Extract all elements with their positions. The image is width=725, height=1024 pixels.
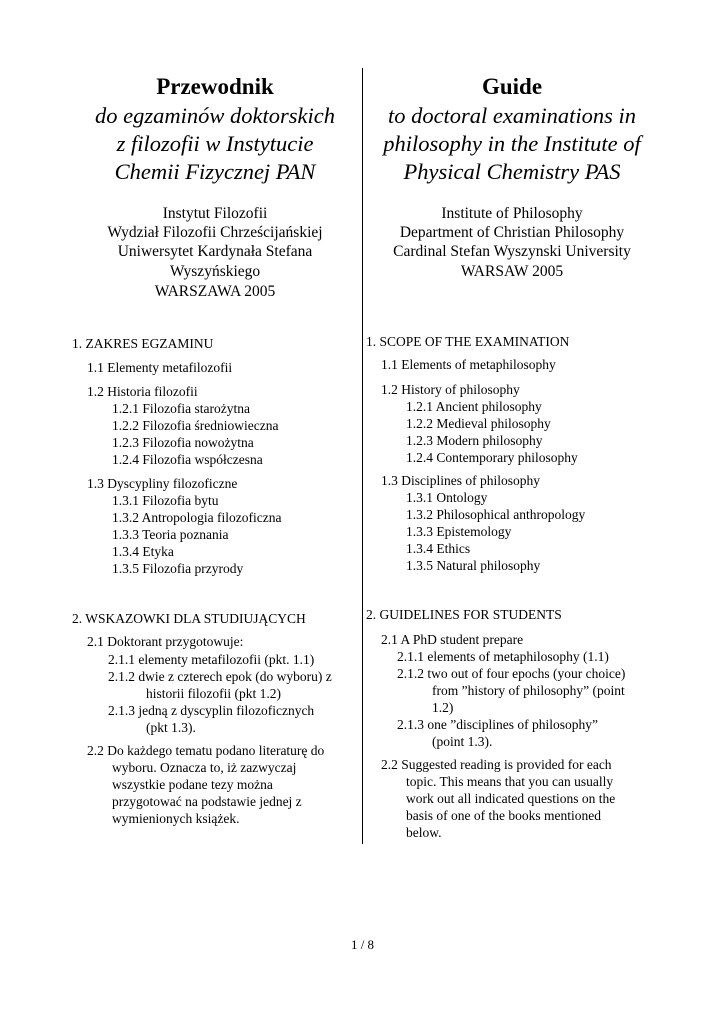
right-s12-item-2: 1.2.2 Medieval philosophy [406,416,551,431]
right-s11: 1.1 Elements of metaphilosophy [381,357,556,372]
left-s22-line-3: wszystkie podane tezy można [112,777,273,792]
left-institution-line-2: Wydział Filozofii Chrześcijańskiej [107,224,323,241]
left-s12-item-1: 1.2.1 Filozofia starożytna [112,401,250,416]
left-s212-line-1: 2.1.2 dwie z czterech epok (do wyboru) z [108,669,332,684]
left-s212-line-2: historii filozofii (pkt 1.2) [146,686,281,701]
right-subtitle-line-1: to doctoral examinations in [387,103,637,128]
left-s12-item-2: 1.2.2 Filozofia średniowieczna [112,418,279,433]
left-s12-item-4: 1.2.4 Filozofia współczesna [112,452,263,467]
left-section2-heading: 2. WSKAZOWKI DLA STUDIUJĄCYCH [72,611,306,626]
left-s22-line-4: przygotować na podstawie jednej z [112,794,302,809]
right-s12-item-3: 1.2.3 Modern philosophy [406,433,543,448]
right-s12: 1.2 History of philosophy [381,382,520,397]
right-institution-line-4: WARSAW 2005 [460,263,564,280]
right-section2-heading: 2. GUIDELINES FOR STUDENTS [366,607,562,622]
left-institution-line-5: WARSZAWA 2005 [154,283,276,300]
left-s12-item-3: 1.2.3 Filozofia nowożytna [112,435,254,450]
right-s13-item-3: 1.3.3 Epistemology [406,524,512,539]
right-s212-line-3: 1.2) [432,700,454,715]
left-s22-line-5: wymienionych książek. [112,811,240,826]
right-s22-line-2: topic. This means that you can usually [406,774,614,789]
left-s22-line-1: 2.2 Do każdego tematu podano literaturę do [87,743,325,758]
right-institution-line-2: Department of Christian Philosophy [399,224,625,241]
left-s211: 2.1.1 elementy metafilozofii (pkt. 1.1) [108,652,315,667]
right-title: Guide [481,74,543,99]
left-institution-line-4: Wyszyńskiego [169,263,261,280]
right-s22-line-5: below. [406,825,442,840]
right-subtitle-line-3: Physical Chemistry PAS [403,159,621,184]
left-s21: 2.1 Doktorant przygotowuje: [87,634,244,649]
left-s13: 1.3 Dyscypliny filozoficzne [87,476,238,491]
left-title: Przewodnik [156,74,274,99]
left-section1-heading: 1. ZAKRES EGZAMINU [72,336,214,351]
right-s22-line-3: work out all indicated questions on the [406,791,616,806]
right-s213-line-2: (point 1.3). [432,734,493,749]
right-institution-line-1: Institute of Philosophy [441,205,583,222]
right-subtitle-line-2: philosophy in the Institute of [383,131,641,156]
right-section1-heading: 1. SCOPE OF THE EXAMINATION [366,334,570,349]
left-subtitle-line-3: Chemii Fizycznej PAN [114,159,316,184]
right-s211: 2.1.1 elements of metaphilosophy (1.1) [397,649,609,664]
left-s13-item-4: 1.3.4 Etyka [112,544,174,559]
right-s13-item-5: 1.3.5 Natural philosophy [406,558,541,573]
page-number: 1 / 8 [350,937,375,952]
left-s13-item-5: 1.3.5 Filozofia przyrody [112,561,244,576]
right-s12-item-4: 1.2.4 Contemporary philosophy [406,450,578,465]
right-s13-item-1: 1.3.1 Ontology [406,490,488,505]
right-institution-line-3: Cardinal Stefan Wyszynski University [393,243,631,260]
left-s13-item-1: 1.3.1 Filozofia bytu [112,493,219,508]
right-s13-item-2: 1.3.2 Philosophical anthropology [406,507,586,522]
left-subtitle-line-2: z filozofii w Instytucie [116,131,314,156]
right-s212-line-1: 2.1.2 two out of four epochs (your choice) [397,666,626,681]
left-s13-item-2: 1.3.2 Antropologia filozoficzna [112,510,282,525]
left-s213-line-2: (pkt 1.3). [146,720,196,735]
left-institution-line-3: Uniwersytet Kardynała Stefana [117,243,313,260]
left-subtitle-line-1: do egzaminów doktorskich [95,103,335,128]
left-s213-line-1: 2.1.3 jedną z dyscyplin filozoficznych [108,703,315,718]
right-s12-item-1: 1.2.1 Ancient philosophy [406,399,542,414]
left-s13-item-3: 1.3.3 Teoria poznania [112,527,229,542]
right-s22-line-1: 2.2 Suggested reading is provided for each [381,757,612,772]
left-s22-line-2: wyboru. Oznacza to, iż zazwyczaj [112,760,297,775]
left-institution-line-1: Instytut Filozofii [162,205,268,222]
right-s21: 2.1 A PhD student prepare [381,632,524,647]
right-s13: 1.3 Disciplines of philosophy [381,473,540,488]
right-s13-item-4: 1.3.4 Ethics [406,541,471,556]
left-s12: 1.2 Historia filozofii [87,384,198,399]
right-s22-line-4: basis of one of the books mentioned [406,808,601,823]
right-s213-line-1: 2.1.3 one ”disciplines of philosophy” [397,717,598,732]
left-s11: 1.1 Elementy metafilozofii [87,360,233,375]
right-s212-line-2: from ”history of philosophy” (point [432,683,625,698]
